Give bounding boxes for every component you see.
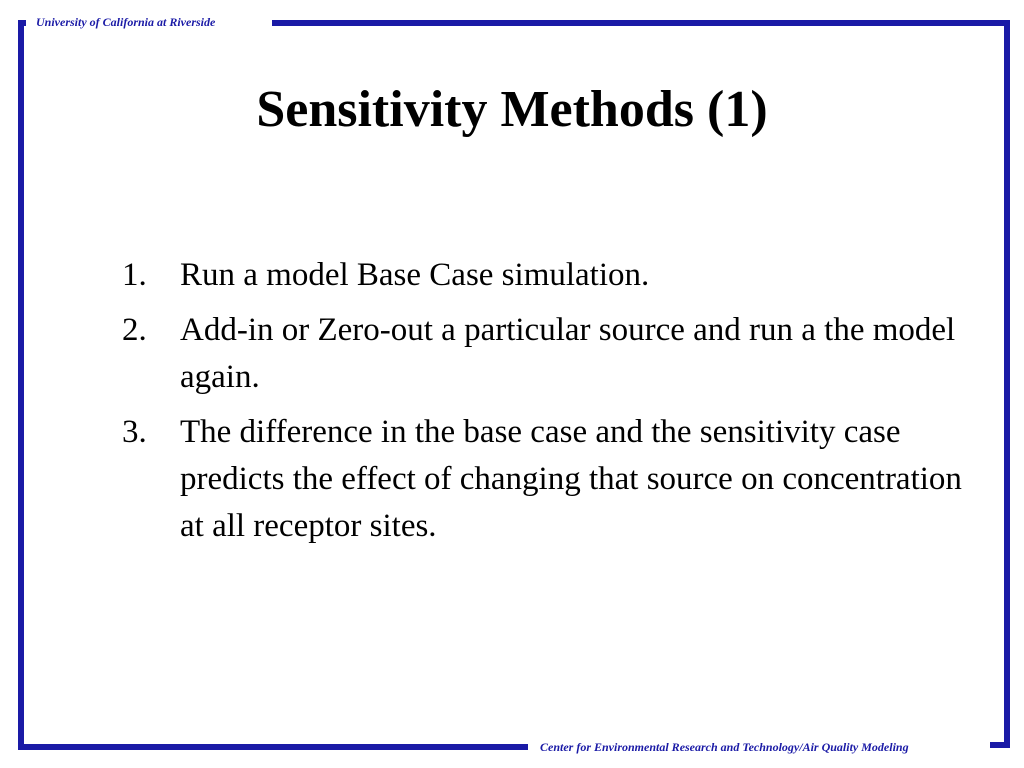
slide-title: Sensitivity Methods (1): [256, 81, 768, 138]
list-item: [122, 307, 972, 401]
list-item: [122, 252, 972, 299]
header-institution: University of California at Riverside: [36, 15, 216, 29]
frame-bottom-left-segment: [18, 744, 528, 750]
footer-center-name: Center for Environmental Research and Technology/Air Quality Modeling: [540, 740, 909, 754]
list-item-number: 3.: [122, 414, 147, 450]
list-item-text: Run a model Base Case simulation.: [180, 257, 650, 293]
list-item-text: Add-in or Zero-out a particular source and run a the model again.: [180, 312, 956, 395]
frame-bottom-right-segment: [990, 742, 1010, 748]
list-item: [122, 409, 972, 550]
method-steps-list: [122, 252, 972, 558]
list-item-number: 2.: [122, 312, 147, 348]
frame-top-right-segment: [272, 20, 1010, 26]
list-item-text: The difference in the base case and the sensitivity case predicts the effect of changing that source on concentration at all receptor sites.: [180, 414, 962, 544]
list-item-number: 1.: [122, 257, 147, 293]
